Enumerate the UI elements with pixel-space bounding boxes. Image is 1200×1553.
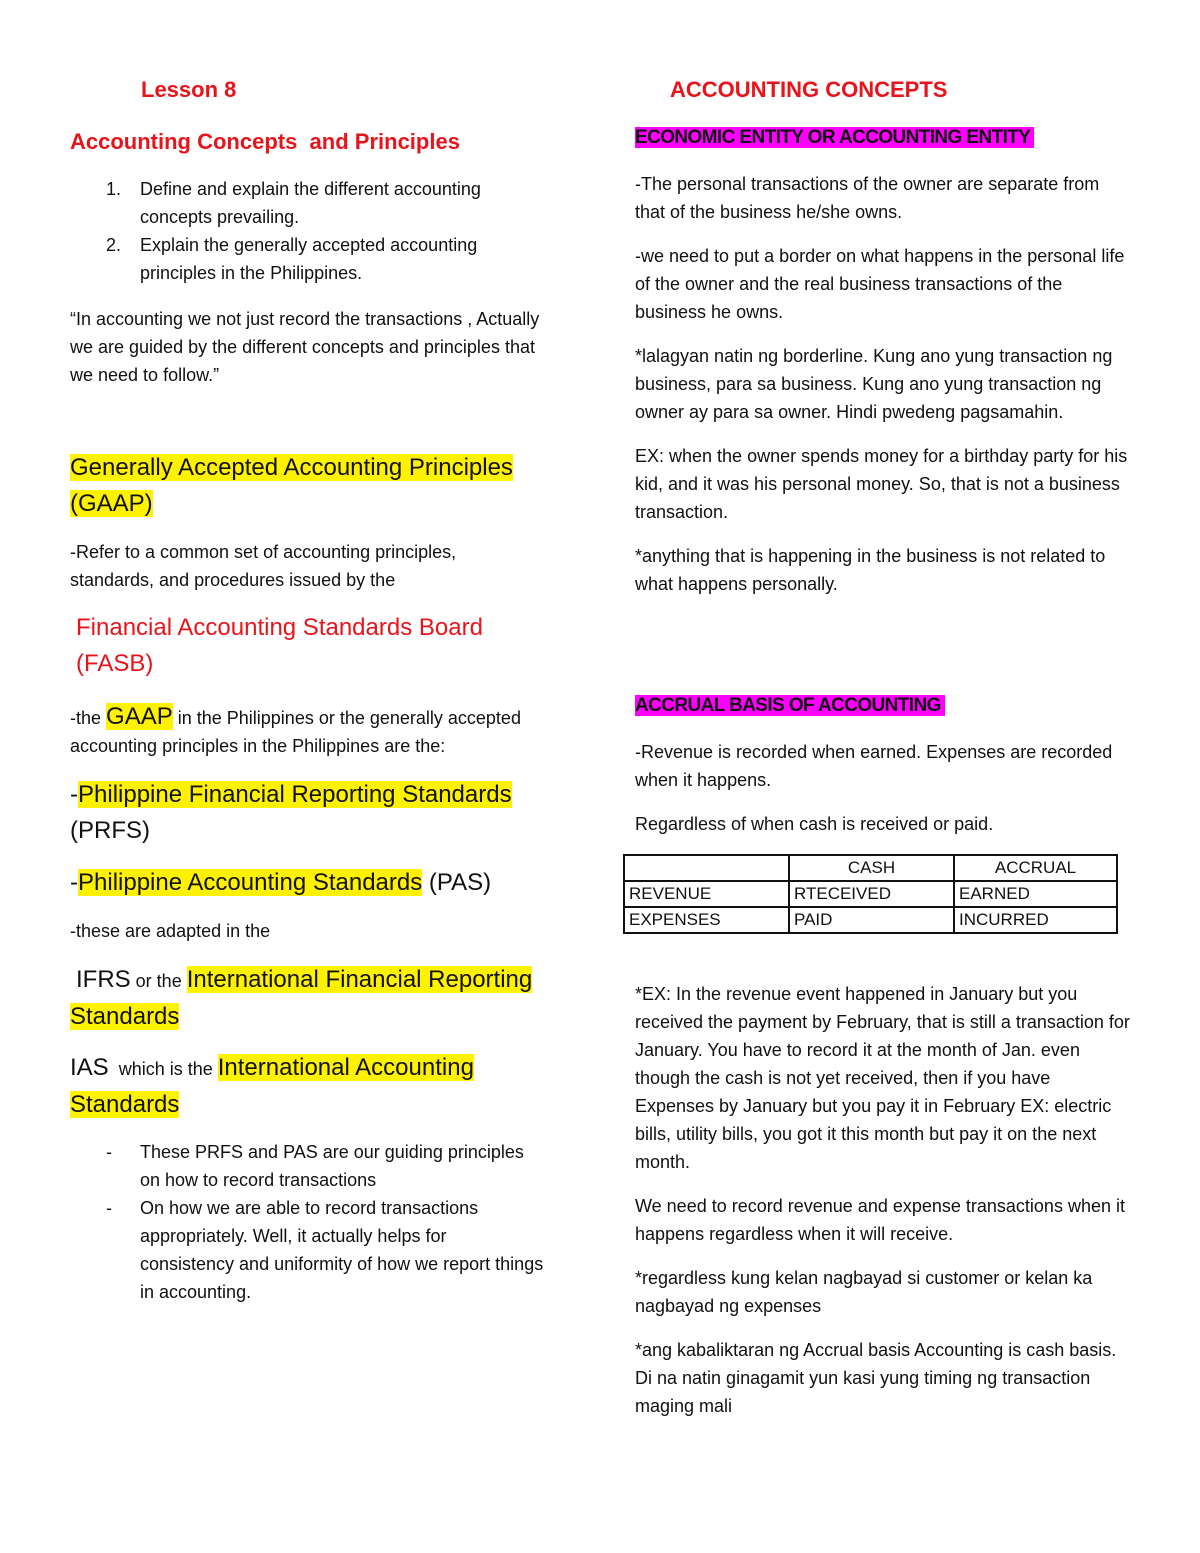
fasb-heading: Financial Accounting Standards Board (FASB) <box>76 614 483 677</box>
bullet-item: - These PRFS and PAS are our guiding principles on how to record transactions <box>70 1138 545 1194</box>
pas-item: -Philippine Accounting Standards (PAS) <box>70 869 492 896</box>
ias-item: IAS which is the International Accounting Standards <box>70 1054 474 1118</box>
gaap-definition: -Refer to a common set of accounting principles, standards, and procedures issued by the <box>70 542 457 590</box>
entity-para: -we need to put a border on what happens in the personal life of the owner and the real business transactions of the business he owns. <box>635 246 1125 322</box>
gaap-heading: Generally Accepted Accounting Principles (GAAP) <box>70 454 513 517</box>
table-header-row <box>624 855 1117 881</box>
lesson-label: Lesson 8 <box>141 77 237 102</box>
table-cell: RTECEIVED <box>789 881 954 907</box>
accrual-examples <box>635 980 1130 1420</box>
adapted-text: -these are adapted in the <box>70 921 271 941</box>
table-row <box>624 907 1117 933</box>
table-cell: EXPENSES <box>624 907 789 933</box>
example-para: We need to record revenue and expense transactions when it happens regardless when it will receive. <box>635 1196 1125 1244</box>
table-cell: EARNED <box>954 881 1117 907</box>
bullet-item: - On how we are able to record transactions appropriately. Well, it actually helps for consistency and uniformity of how we report things in accounting. <box>70 1194 545 1306</box>
table-cell: PAID <box>789 907 954 933</box>
intro-quote: “In accounting we not just record the transactions , Actually we are guided by the different concepts and principles that we need to follow.” <box>70 309 540 385</box>
concepts-title: ACCOUNTING CONCEPTS <box>670 77 948 102</box>
example-para: *EX: In the revenue event happened in January but you received the payment by February, that is still a transaction for January. You have to record it at the month of Jan. even though the cash is not yet received, then if you have Expenses by January but you pay it in February EX: electric bills, utility bills, you got it this month but pay it on the next month. <box>635 984 1130 1172</box>
accrual-body <box>635 738 1115 838</box>
example-para: *ang kabaliktaran ng Accrual basis Accounting is cash basis. Di na natin ginagamit yun kasi yung timing ng transaction maging mali <box>635 1340 1117 1416</box>
entity-para: EX: when the owner spends money for a birthday party for his kid, and it was his personal money. So, that is not a business transaction. <box>635 446 1128 522</box>
ifrs-item: IFRS or the International Financial Reporting Standards <box>70 966 533 1030</box>
accrual-para: Regardless of when cash is received or paid. <box>635 814 994 834</box>
entity-para: *anything that is happening in the business is not related to what happens personally. <box>635 546 1106 594</box>
table-cell: REVENUE <box>624 881 789 907</box>
entity-heading: ECONOMIC ENTITY OR ACCOUNTING ENTITY <box>635 124 1034 152</box>
table-cell <box>624 855 789 881</box>
objective-item: 1. Define and explain the different accounting concepts prevailing. <box>106 179 481 227</box>
objectives-list <box>70 175 540 287</box>
table-cell: INCURRED <box>954 907 1117 933</box>
example-para: *regardless kung kelan nagbayad si customer or kelan ka nagbayad ng expenses <box>635 1268 1093 1316</box>
lesson-title: Accounting Concepts and Principles <box>70 129 460 154</box>
accrual-para: -Revenue is recorded when earned. Expenses are recorded when it happens. <box>635 742 1113 790</box>
table-cell: ACCRUAL <box>954 855 1117 881</box>
entity-para: *lalagyan natin ng borderline. Kung ano yung transaction ng business, para sa business. Kung ano yung transaction ng owner ay para sa owner. Hindi pwedeng pagsamahin. <box>635 346 1113 422</box>
entity-para: -The personal transactions of the owner are separate from that of the business he/she owns. <box>635 174 1100 222</box>
accrual-heading: ACCRUAL BASIS OF ACCOUNTING <box>635 692 945 720</box>
entity-body <box>635 170 1130 598</box>
table-cell: CASH <box>789 855 954 881</box>
table-row <box>624 881 1117 907</box>
cash-accrual-table <box>623 854 1118 934</box>
pfrs-item: -Philippine Financial Reporting Standards (PRFS) <box>70 781 512 844</box>
objective-item: 2. Explain the generally accepted accounting principles in the Philippines. <box>106 235 478 283</box>
gaap-bullets <box>70 1138 545 1306</box>
ph-gaap-paragraph: -the GAAP in the Philippines or the generally accepted accounting principles in the Philippines are the: <box>70 703 521 756</box>
